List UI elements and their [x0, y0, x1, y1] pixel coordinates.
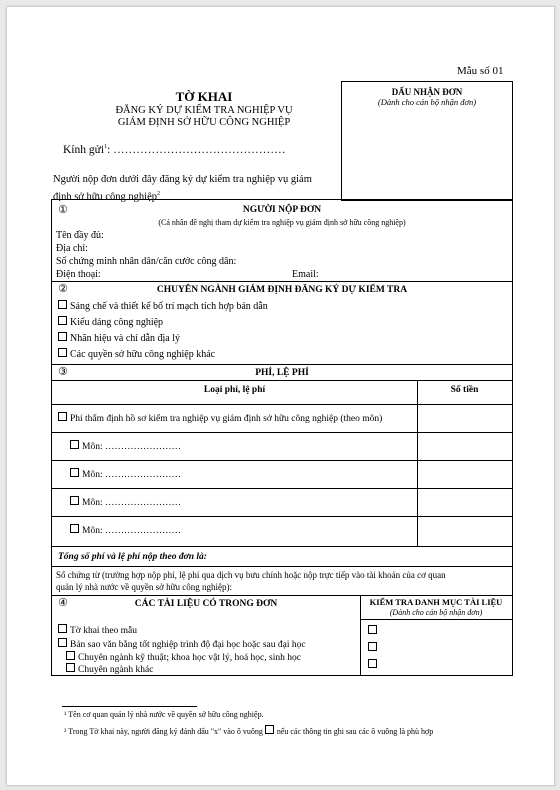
intro-line-2: định sở hữu công nghiệp — [53, 191, 157, 203]
checkbox-icon[interactable] — [58, 348, 67, 357]
title-block — [59, 89, 349, 129]
divider — [52, 364, 512, 365]
section-3-heading: PHÍ, LỆ PHÍ — [255, 368, 309, 378]
check-box-1[interactable] — [368, 625, 380, 637]
fee-type-header: Loại phí, lệ phí — [203, 385, 266, 395]
specialty-option[interactable]: Kiểu dáng công nghiệp — [58, 316, 163, 328]
checkbox-icon[interactable] — [368, 659, 377, 668]
stamp-note: (Dành cho cán bộ nhận đơn) — [377, 97, 477, 107]
checkbox-icon[interactable] — [70, 496, 79, 505]
footnote-ref-1: 1 — [104, 144, 108, 151]
divider — [52, 380, 512, 381]
checkbox-icon[interactable] — [58, 316, 67, 325]
section-1-number: ① — [58, 203, 68, 216]
page-title: TỜ KHAI — [175, 89, 233, 104]
checkbox-icon[interactable] — [58, 638, 67, 647]
receipt-line-1: Số chứng từ (trường hợp nộp phí, lệ phí qua dịch vụ bưu chính hoặc nộp trực tiếp vào tài khoản của cơ quan — [56, 570, 446, 580]
full-name-field[interactable]: Tên đầy đủ: — [56, 230, 104, 241]
divider — [52, 432, 512, 433]
subtitle-line-2: GIÁM ĐỊNH SỞ HỮU CÔNG NGHIỆP — [117, 117, 291, 128]
subject-row[interactable]: Môn: …………………… — [70, 496, 181, 508]
section-4-number: ④ — [58, 596, 68, 609]
doc-check-note: (Dành cho cán bộ nhận đơn) — [389, 608, 483, 617]
section-2-heading: CHUYÊN NGÀNH GIÁM ĐỊNH ĐĂNG KÝ DỰ KIỂM TRA — [156, 285, 408, 295]
intro-line-1: Người nộp đơn dưới đây đăng ký dự kiểm tra nghiệp vụ giám — [53, 174, 312, 185]
specialty-option[interactable]: Sáng chế và thiết kế bố trí mạch tích hợp bán dẫn — [58, 300, 268, 312]
subject-row[interactable]: Môn: …………………… — [70, 440, 181, 452]
footnote-ref-2: 2 — [157, 191, 160, 197]
checkbox-icon[interactable] — [58, 412, 67, 421]
checkbox-icon[interactable] — [66, 663, 75, 672]
phone-field[interactable]: Điện thoại: — [56, 269, 101, 280]
check-box-3[interactable] — [368, 659, 380, 671]
stamp-title: DẤU NHẬN ĐƠN — [391, 87, 463, 97]
specialty-option[interactable]: Nhãn hiệu và chỉ dẫn địa lý — [58, 332, 180, 344]
receipt-line-2: quản lý nhà nước về quyền sở hữu công nghiệp): — [56, 582, 232, 592]
fee-main-row[interactable]: Phí thẩm định hồ sơ kiểm tra nghiệp vụ giám định sở hữu công nghiệp (theo môn) — [58, 412, 382, 424]
document-sub-item[interactable]: Chuyên ngành kỹ thuật; khoa học vật lý, hoá học, sinh học — [66, 651, 301, 663]
addressee-dots: : ……………………………………… — [107, 144, 286, 156]
check-box-2[interactable] — [368, 642, 380, 654]
address-field[interactable]: Địa chỉ: — [56, 243, 88, 254]
section-4-heading: CÁC TÀI LIỆU CÓ TRONG ĐƠN — [134, 599, 278, 609]
checkbox-icon[interactable] — [58, 300, 67, 309]
divider — [52, 404, 512, 405]
total-fee-line: Tổng số phí và lệ phí nộp theo đơn là: — [58, 552, 207, 562]
checkbox-icon[interactable] — [58, 332, 67, 341]
checkbox-icon — [265, 725, 274, 734]
divider — [360, 619, 512, 620]
divider — [52, 281, 512, 282]
checkbox-icon[interactable] — [70, 468, 79, 477]
divider — [52, 516, 512, 517]
form-table — [51, 199, 513, 676]
checkbox-icon[interactable] — [58, 624, 67, 633]
checkbox-icon[interactable] — [70, 524, 79, 533]
document-sub-item[interactable]: Chuyên ngành khác — [66, 663, 153, 675]
divider — [52, 595, 512, 596]
document-page — [6, 6, 555, 786]
divider — [52, 546, 512, 547]
section-2-number: ② — [58, 282, 68, 295]
receipt-stamp-box — [341, 81, 513, 201]
checkbox-icon[interactable] — [368, 625, 377, 634]
column-divider — [360, 595, 361, 675]
divider — [52, 566, 512, 567]
checkbox-icon[interactable] — [368, 642, 377, 651]
doc-check-heading: KIỂM TRA DANH MỤC TÀI LIỆU — [369, 597, 503, 607]
footnote-1: ¹ Tên cơ quan quản lý nhà nước về quyền sở hữu công nghiệp. — [64, 710, 264, 719]
checkbox-icon[interactable] — [66, 651, 75, 660]
addressee-line — [63, 144, 286, 156]
email-field[interactable]: Email: — [292, 269, 319, 280]
subject-row[interactable]: Môn: …………………… — [70, 468, 181, 480]
amount-header: Số tiền — [450, 385, 479, 395]
divider — [52, 460, 512, 461]
id-number-field[interactable]: Số chứng minh nhân dân/căn cước công dân: — [56, 256, 237, 267]
section-3-number: ③ — [58, 365, 68, 378]
section-1-note: (Cá nhân đề nghị tham dự kiểm tra nghiệp vụ giám định sở hữu công nghiệp) — [158, 218, 406, 227]
checkbox-icon[interactable] — [70, 440, 79, 449]
subtitle-line-1: ĐĂNG KÝ DỰ KIỂM TRA NGHIỆP VỤ — [115, 105, 293, 116]
divider — [52, 488, 512, 489]
footnote-divider — [62, 706, 197, 707]
section-1-heading: NGƯỜI NỘP ĐƠN — [242, 205, 322, 215]
subject-row[interactable]: Môn: …………………… — [70, 524, 181, 536]
document-item[interactable]: Bản sao văn bằng tốt nghiệp trình độ đại học hoặc sau đại học — [58, 638, 306, 650]
form-number: Mẫu số 01 — [457, 65, 504, 77]
specialty-option[interactable]: Các quyền sở hữu công nghiệp khác — [58, 348, 215, 360]
document-item[interactable]: Tờ khai theo mẫu — [58, 624, 137, 636]
footnote-2: ² Trong Tờ khai này, người đăng ký đánh dấu "x" vào ô vuông nếu các thông tin ghi sau các ô vuông là phù hợp — [64, 727, 434, 736]
addressee-label: Kính gửi — [63, 144, 105, 156]
